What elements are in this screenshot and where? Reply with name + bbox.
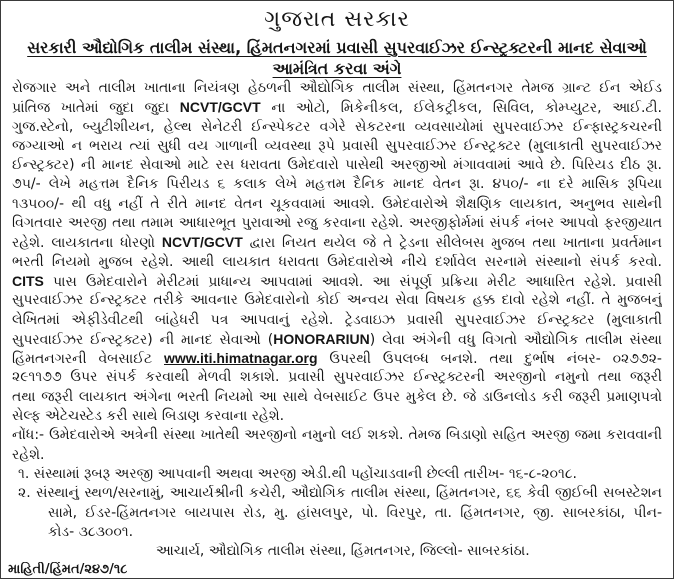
body-text-line: ઈન્સ્ટ્રક્ટર) ની માનદ સેવાઓ માટે રસ ધરાવતા ઉમેદવારો પાસેથી અરજીઓ મંગાવવામાં આવે છે. પિરિયડ દીઠ રૂા. xyxy=(12,157,662,174)
notice-body xyxy=(12,79,662,561)
body-text-line xyxy=(12,349,662,368)
body-text: ના ઓટો, મિકેનીકલ, ઈલેકટ્રીકલ, સિવિલ, કોમ્પ્યુટર, આઈ.ટી. xyxy=(260,100,662,117)
body-text-line: સેલ્ફ એટેચસ્ટેડ કરી સાથે બિડાણ કરવાના રહેશે. xyxy=(12,408,285,425)
body-text: પાસ ઉમેદવારોને મેરીટમાં પ્રાધાન્ય આપવામાં આવશે. આ સંપૂર્ણ પ્રક્રિયા મેરીટ આધારિત રહેશે. પ્રવાસી xyxy=(43,273,662,290)
subject-heading-text: આમંત્રિત કરવા અંગે xyxy=(272,59,402,78)
body-text-line: લેખિતમાં એફીડેવીટથી બાંહેધરી પત્ર આપવાનું રહેશે. ટ્રેડવાઇઝ પ્રવાસી સુપરવાઈઝર ઈન્સ્ટ્રક્ટર (મુલાકાતી xyxy=(12,311,662,328)
body-text-line: રોજગાર અને તાલીમ ખાતાના નિયંત્રણ હેઠળની ઔદ્યોગિક તાલીમ સંસ્થા, હિંમતનગર તેમજ ગ્રાન્ટ ઈન એઈડ xyxy=(12,80,662,96)
point-line: ૧. સંસ્થામાં રૂબરૂ અરજી આપવાની અથવા અરજી એડી.થી પહોંચાડવાની છેલ્લી તારીખ- ૧૬-૮-૨૦૧૮. xyxy=(18,465,577,482)
subject-heading-text: સરકારી ઔદ્યોગિક તાલીમ સંસ્થા, હિંમતનગરમાં પ્રવાસી સુપરવાઈઝર ઈન્સ્ટ્રક્ટરની માનદ સેવાઓ xyxy=(27,38,647,57)
emphasis-text: CITS xyxy=(12,272,44,289)
body-text-line xyxy=(12,330,662,349)
point-line: સામે, ઈડર-હિંમતનગર બાયપાસ રોડ, મુ. હાંસલપુર, પો. વિરપુર, તા. હિંમતનગર, જી. સાબરકાંઠા, પીન- xyxy=(48,504,662,521)
body-text-line: સુપરવાઈઝર ઈન્સ્ટ્રક્ટર તરીકે આવનાર ઉમેદવારોનો કોઈ અન્વય સેવા વિષયક હક્ક દાવો રહેશે નહીં. તે મુજબનું xyxy=(12,292,662,309)
body-text: સુપરવાઈઝર ઈન્સ્ટ્રક્ટર) ની માનદ સેવાઓ ( xyxy=(12,331,274,348)
body-text: હિંમતનગરની વેબસાઈટ xyxy=(12,351,164,368)
body-text-line xyxy=(12,272,662,291)
emphasis-text: NCVT/GCVT xyxy=(179,99,261,116)
body-text: પ્રાંતિજ ખાતેમાં જુદા જુદા xyxy=(12,100,180,117)
body-text-line: વિગતવાર અરજી તથા તમામ આધારભૂત પુરાવાઓ રજુ કરવાના રહેશે. અરજીફોર્મમાં સંપર્ક નંબર આપવો ફરજીયાત xyxy=(12,215,662,232)
body-text-line: ૧૩૫૦૦/- થી વધુ નહીં તે રીતે માનદ વેતન ચૂકવવામાં આવશે. ઉમેદવારોએ શૈક્ષણિક લાયકાત, અનુભવ સાથેની xyxy=(12,195,662,212)
body-text: ) લેવા અંગેની વધુ વિગતો ઔદ્યોગિક તાલીમ સંસ્થા xyxy=(369,331,662,348)
body-text-line: જગ્યાઓ ન ભરાય ત્યાં સુધી વય ગાળાની વ્યવસ્થા રૂપે પ્રવાસી સુપરવાઈઝર ઈન્સ્ટ્રક્ટર (મુલાકાતી સુપરવાઈઝર xyxy=(12,137,662,154)
body-text: ઉપરથી ઉપલબ્ધ બનશે. તથા દુર્ભાષ નંબર- ૦૨૭૭૨- xyxy=(317,351,662,368)
body-text-line: તથા જરૂરી લાયકાત અંગેના ભરતી નિયમો આ સાથે વેબસાઈટ ઉપર મુકેલ છે. જે ડાઉનલોડ કરી જરૂરી પ્રમાણપત્રો xyxy=(12,388,662,405)
body-text-line: ગુજ.સ્ટેનો, બ્યુટીશીયન, હેલ્થ સેનેટરી ઈન્સ્પેકટર વગેરે સેકટરના વ્યવસાયોમાં સુપરવાઈઝર ઈન્ફાસ્ટ્રકચરની xyxy=(12,118,662,135)
signature-line: આચાર્ય, ઔદ્યોગિક તાલીમ સંસ્થા, હિંમતનગર, જિલ્લો- સાબરકાંઠા. xyxy=(156,543,530,560)
body-text-line: ભરતી નિયમો મુજબ રહેશે. આથી લાયકાત ધરાવતા ઉમેદવારોએ નીચે દર્શાવેલ સરનામે સંસ્થાનો સંપર્ક કરવો. xyxy=(12,253,662,270)
body-text: રહેશે. લાયકાતના ધોરણો xyxy=(12,235,162,252)
body-text-line xyxy=(12,98,662,117)
subject-heading-line-2 xyxy=(12,58,662,79)
page-title: ગુજરાત સરકાર xyxy=(264,7,410,32)
body-text: દ્વારા નિયત થયેલ જે તે ટ્રેડના સીલેબસ મુજબ તથા ખાતાના પ્રવર્તમાન xyxy=(242,235,662,252)
body-text-line xyxy=(12,233,662,252)
point-line: ૨. સંસ્થાનું સ્થળ/સરનામું, આચાર્યશ્રીની કચેરી, ઔદ્યોગિક તાલીમ સંસ્થા, હિંમતનગર, ૬૬ કેવી જીઈબી સબસ્ટેશન xyxy=(18,485,662,502)
point-line: કોડ- ૩૮૩૦૦૧. xyxy=(48,523,134,540)
note-line: રહેશે. xyxy=(12,446,45,463)
emphasis-text: HONORARIUN xyxy=(273,330,370,347)
emphasis-text: NCVT/GCVT xyxy=(161,234,243,251)
reference-number: માહિતી/હિંમત/૨૪૭/૧૮ xyxy=(8,562,128,577)
subject-heading-line-1 xyxy=(12,37,662,58)
note-line: નોંધ:- ઉમેદવારોએ અત્રેની સંસ્થા ખાતેથી અરજીનો નમુનો લઈ શકશે. તેમજ બિડાણો સહિત અરજી જમા કરાવવાની xyxy=(12,427,662,444)
body-text-line: ૨૯૧૧૭૭ ઉપર સંપર્ક કરવાથી મેળવી શકાશે. પ્રવાસી સુપરવાઈઝર ઈન્સ્ટ્રક્ટરની અરજીનો નમુનો તથા જરૂરી xyxy=(12,369,662,386)
body-text-line: ૭૫/- લેખે મહત્તમ દૈનિક પિરીયડ ૬ કલાક લેખે મહત્તમ દૈનિક માનદ વેતન રૂા. ૪૫૦/- ના દરે માસિક રૂપિયા xyxy=(12,176,662,193)
website-link: www.iti.himatnagar.org xyxy=(164,350,318,367)
